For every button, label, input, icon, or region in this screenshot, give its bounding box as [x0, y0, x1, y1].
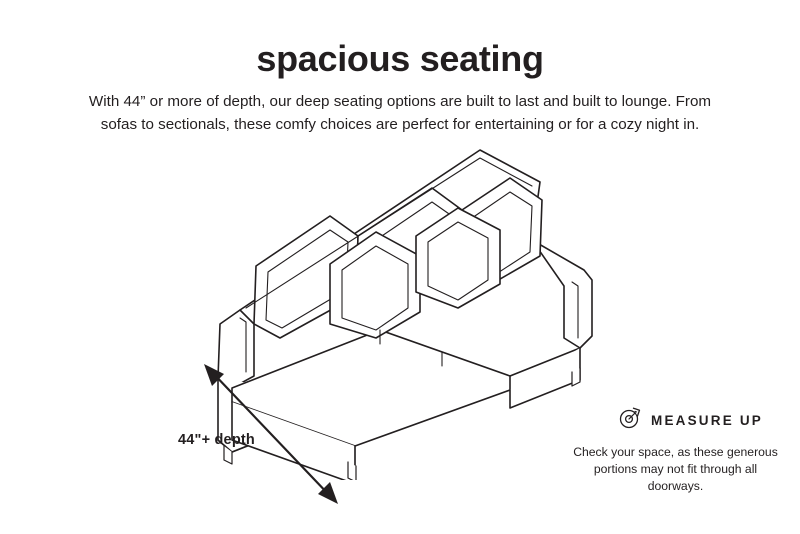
measure-up-block [568, 405, 783, 495]
page-title: spacious seating [256, 38, 544, 79]
depth-label: 44"+ depth [178, 432, 255, 448]
measuring-tape-icon [616, 405, 642, 436]
measure-up-heading-row [616, 405, 783, 436]
page-subtitle: With 44” or more of depth, our deep seating options are built to last and built to lounge. From sofas to sectionals, these comfy choices are perfect for entertaining or for a cozy night in. [88, 93, 712, 133]
measure-up-heading: MEASURE UP [651, 413, 764, 428]
measure-up-body: Check your space, as these generous portions may not fit through all doorways. [573, 445, 778, 493]
